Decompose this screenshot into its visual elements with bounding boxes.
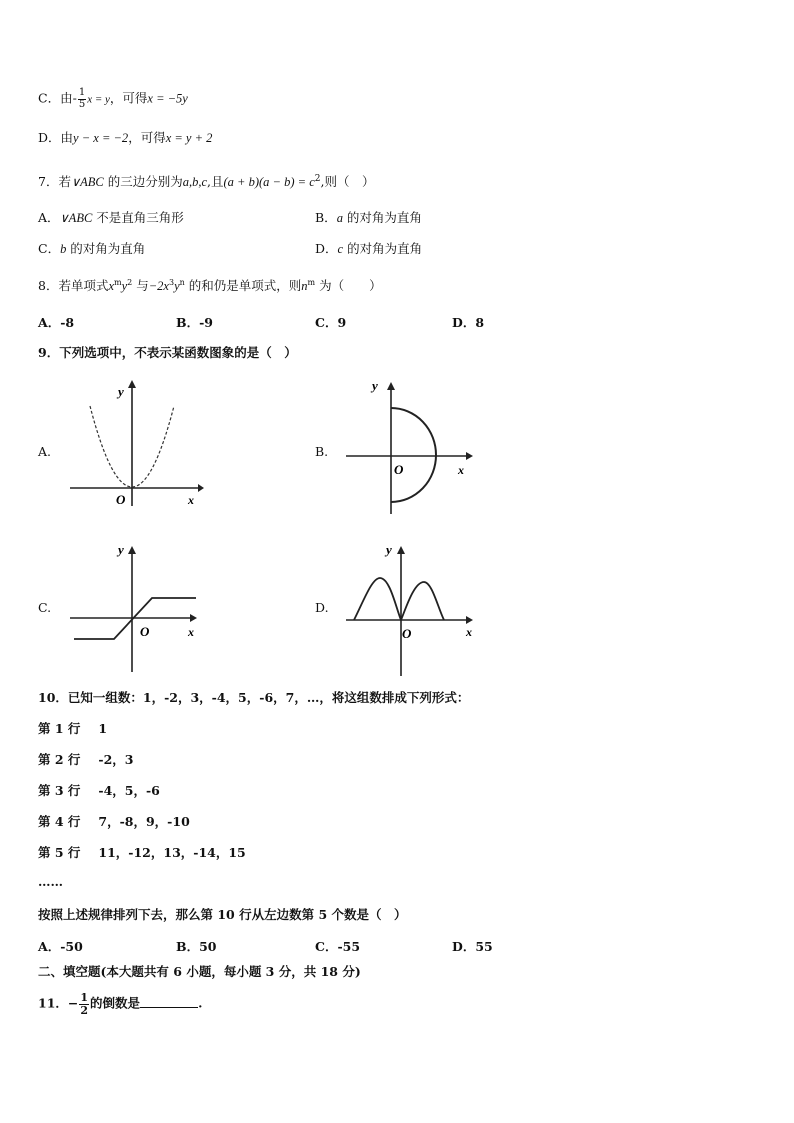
y-axis-label: y <box>118 384 124 399</box>
q8-stem: 8．若单项式$x^my^2$ 与$-2x^3y^n$ 的和仍是单项式，则$n^m$ 为（ ） <box>38 277 382 293</box>
q6-option-c: C．由- $\frac{1}{5}$ x = y，可得x = −5y <box>38 87 188 110</box>
y-axis-arrow-icon <box>128 380 136 388</box>
origin-label: O <box>402 626 412 641</box>
q9-label-d: D. <box>315 600 329 615</box>
y-axis-label: y <box>386 542 392 557</box>
q10-stem: 10．已知一组数：1，-2，3，-4，5，-6，7，…，将这组数排成下列形式： <box>38 690 470 705</box>
q9-label-c: C. <box>38 600 52 615</box>
q9-graph-c <box>66 538 206 676</box>
y-axis-arrow-icon <box>387 382 395 390</box>
origin-label: O <box>140 624 150 639</box>
y-axis-label: y <box>118 542 124 557</box>
q9-label-a: A. <box>38 444 52 459</box>
q6-fraction: $\frac{1}{5}$ <box>78 87 86 110</box>
y-axis-arrow-icon <box>397 546 405 554</box>
q8-option-d: D．8 <box>452 315 485 330</box>
x-axis-arrow-icon <box>466 616 473 624</box>
q10-row: 第 4 行 7，-8，9，-10 <box>38 814 190 829</box>
y-axis-arrow-icon <box>128 546 136 554</box>
q10-question: 按照上述规律排列下去，那么第 10 行从左边数第 5 个数是（ ） <box>38 907 407 922</box>
semicircle-curve <box>391 408 436 502</box>
origin-label: O <box>394 462 404 477</box>
answer-blank[interactable] <box>140 995 198 1008</box>
x-axis-label: x <box>458 463 464 477</box>
x-axis-label: x <box>188 625 194 639</box>
section-title: 二、填空题(本大题共有 6 小题，每小题 3 分，共 18 分) <box>38 964 361 979</box>
q7-stem: 7．若∨ABC 的三边分别为a,b,c,且$(a + b)(a - b) = c^2$,则（ ） <box>38 173 375 189</box>
q9-graph-b <box>342 376 482 518</box>
q10-option-d: D．55 <box>452 939 493 954</box>
q8-option-b: B．-9 <box>176 315 213 330</box>
q11-fraction: $\frac{1}{2}$ <box>80 991 89 1017</box>
q8-option-a: A．-8 <box>38 315 75 330</box>
q9-label-b: B. <box>315 444 329 459</box>
q10-row: 第 3 行 -4，5，-6 <box>38 783 160 798</box>
q9-graph-d <box>342 538 482 680</box>
q7-option-d: D．c 的对角为直角 <box>315 241 423 256</box>
q8-option-c: C．9 <box>315 315 347 330</box>
q6-option-d: D．由y − x = −2，可得x = y + 2 <box>38 130 213 145</box>
q9-graph-a <box>66 378 206 510</box>
q10-row: 第 5 行 11，-12，13，-14，15 <box>38 845 246 860</box>
q10-option-b: B．50 <box>176 939 217 954</box>
y-axis-label: y <box>372 378 378 393</box>
q10-option-a: A．-50 <box>38 939 83 954</box>
x-axis-label: x <box>466 625 472 639</box>
q7-option-a: A．∨ABC 不是直角三角形 <box>38 210 184 225</box>
double-hump-curve <box>354 578 444 620</box>
q10-row: 第 2 行 -2，3 <box>38 752 134 767</box>
q10-option-c: C．-55 <box>315 939 361 954</box>
x-axis-arrow-icon <box>190 614 197 622</box>
q10-ellipsis: …… <box>38 874 63 889</box>
origin-label: O <box>116 492 126 507</box>
q11: 11．− $\frac{1}{2}$ 的倒数是 . <box>38 991 203 1017</box>
q10-row: 第 1 行 1 <box>38 721 108 736</box>
x-axis-arrow-icon <box>466 452 473 460</box>
q9-stem: 9．下列选项中，不表示某函数图象的是（ ） <box>38 345 297 360</box>
q7-option-b: B．a 的对角为直角 <box>315 210 422 225</box>
q7-option-c: C．b 的对角为直角 <box>38 241 146 256</box>
x-axis-label: x <box>188 493 194 507</box>
x-axis-arrow-icon <box>198 484 204 492</box>
